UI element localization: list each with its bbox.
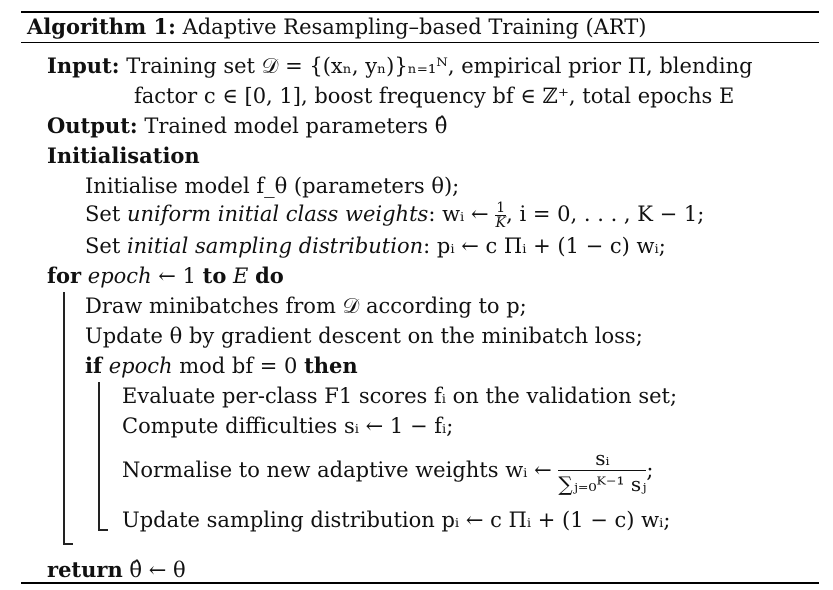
if-body-3-prefix: Normalise to new adaptive weights wᵢ ←	[122, 458, 559, 482]
return-keyword: return	[47, 557, 123, 582]
return-line	[47, 556, 186, 584]
for-range-end: E	[233, 264, 249, 288]
init-line-2-suffix-a: : wᵢ ←	[428, 202, 496, 226]
output-line	[47, 112, 447, 140]
algorithm-label: Algorithm 1:	[27, 14, 176, 39]
fraction-denominator: K	[495, 215, 506, 231]
then-keyword: then	[304, 353, 358, 378]
for-block-end	[63, 543, 73, 545]
if-block-bar	[98, 382, 100, 530]
algorithm-caption	[27, 13, 647, 41]
if-body-2: Compute difficulties sᵢ ← 1 − fᵢ;	[122, 414, 454, 438]
header-rule	[21, 42, 819, 43]
init-header: Initialisation	[47, 143, 200, 168]
normalisation-numerator: sᵢ	[558, 446, 646, 471]
input-label: Input:	[47, 53, 120, 78]
init-line-3-italic: initial sampling distribution	[126, 234, 424, 258]
input-text-2: factor c ∈ [0, 1], boost frequency bf ∈ ℤ⁺, total epochs E	[134, 84, 735, 108]
if-keyword: if	[85, 353, 103, 378]
init-line-2-suffix-b: , i = 0, . . . , K − 1;	[506, 202, 705, 226]
if-block-end	[98, 529, 108, 531]
if-variable: epoch	[108, 354, 173, 378]
init-line-2	[85, 200, 704, 230]
init-line-1: Initialise model f_θ (parameters θ);	[85, 174, 460, 198]
algorithm-title: Adaptive Resampling–based Training (ART)	[182, 15, 647, 39]
output-label: Output:	[47, 113, 138, 138]
output-text: Trained model parameters θ̂	[144, 114, 448, 138]
uniform-weight-fraction	[495, 201, 506, 230]
init-line-2-italic: uniform initial class weights	[126, 202, 429, 226]
for-variable: epoch	[87, 264, 152, 288]
do-keyword: do	[255, 263, 284, 288]
init-line-2-prefix: Set	[85, 202, 127, 226]
normalisation-fraction	[558, 446, 646, 497]
if-line	[85, 352, 358, 380]
input-line-1	[47, 52, 753, 80]
for-keyword: for	[47, 263, 82, 288]
to-keyword: to	[202, 263, 227, 288]
for-body-1: Draw minibatches from 𝒟 according to p;	[85, 294, 527, 318]
for-range-start: ← 1	[158, 264, 196, 288]
return-text: θ̂ ← θ	[129, 558, 186, 582]
if-body-1: Evaluate per-class F1 scores fᵢ on the validation set;	[122, 384, 678, 408]
fraction-numerator: 1	[496, 200, 506, 216]
for-block-bar	[63, 292, 65, 544]
if-body-3-suffix: ;	[646, 458, 654, 482]
if-condition: mod bf = 0	[179, 354, 298, 378]
init-line-3-suffix: : pᵢ ← c Πᵢ + (1 − c) wᵢ;	[423, 234, 666, 258]
init-line-3	[85, 232, 666, 260]
for-line	[47, 262, 284, 290]
normalisation-denominator: ∑ⱼ₌₀ᴷ⁻¹ sⱼ	[558, 472, 647, 496]
init-line-3-prefix: Set	[85, 234, 127, 258]
input-text-1: Training set 𝒟 = {(xₙ, yₙ)}ₙ₌₁ᴺ, empirical prior Π, blending	[126, 54, 753, 78]
input-line-2	[134, 82, 734, 110]
if-body-3	[122, 446, 653, 497]
if-body-4: Update sampling distribution pᵢ ← c Πᵢ + (1 − c) wᵢ;	[122, 508, 671, 532]
for-body-2: Update θ by gradient descent on the minibatch loss;	[85, 324, 643, 348]
